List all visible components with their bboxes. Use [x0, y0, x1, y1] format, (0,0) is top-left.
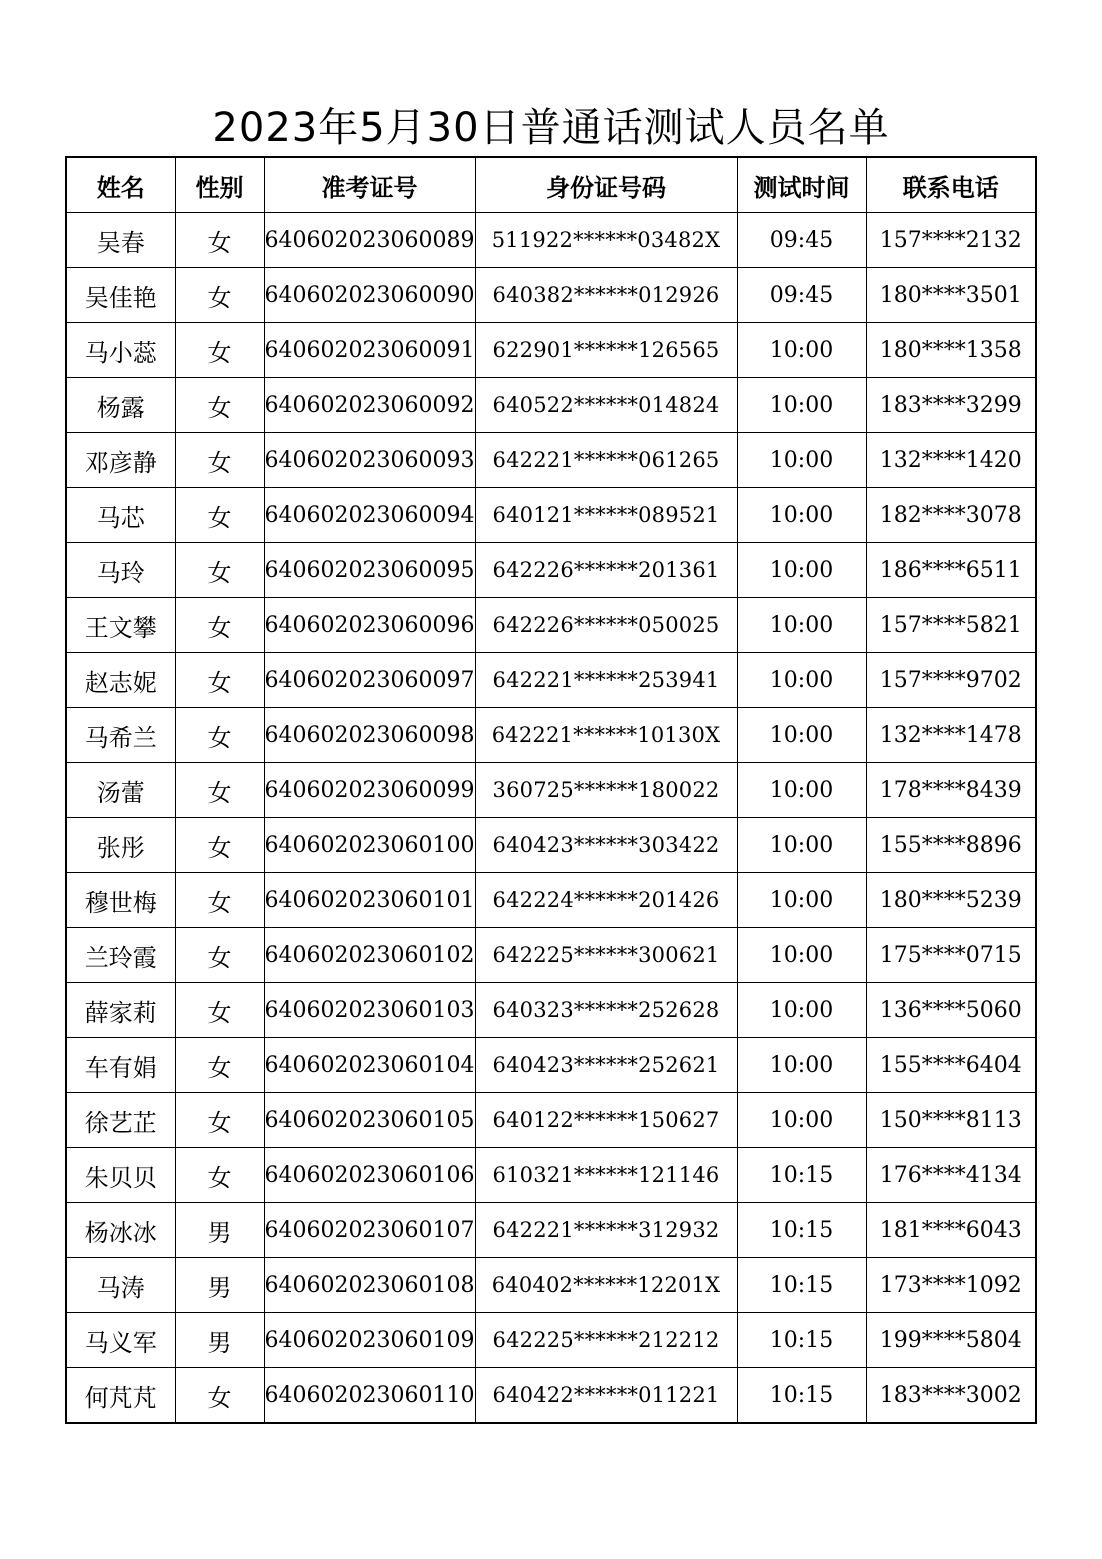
cell-phone: 180****5239 [866, 873, 1036, 928]
cell-phone: 155****8896 [866, 818, 1036, 873]
column-header-phone: 联系电话 [866, 157, 1036, 213]
cell-exam-no: 640602023060110 [264, 1368, 475, 1424]
table-row [66, 268, 1036, 323]
table-row [66, 1258, 1036, 1313]
cell-phone: 183****3002 [866, 1368, 1036, 1424]
cell-test-time: 10:00 [737, 1038, 866, 1093]
table-row [66, 488, 1036, 543]
cell-phone: 132****1478 [866, 708, 1036, 763]
cell-name: 马小蕊 [66, 323, 175, 378]
cell-phone: 150****8113 [866, 1093, 1036, 1148]
cell-test-time: 10:00 [737, 818, 866, 873]
cell-exam-no: 640602023060100 [264, 818, 475, 873]
cell-name: 邓彦静 [66, 433, 175, 488]
cell-id-no: 642221******061265 [475, 433, 737, 488]
cell-gender: 女 [175, 213, 264, 268]
cell-exam-no: 640602023060095 [264, 543, 475, 598]
cell-exam-no: 640602023060093 [264, 433, 475, 488]
cell-id-no: 640121******089521 [475, 488, 737, 543]
table-row [66, 818, 1036, 873]
page-title: 2023年5月30日普通话测试人员名单 [212, 105, 890, 151]
cell-gender: 女 [175, 1038, 264, 1093]
cell-name: 汤蕾 [66, 763, 175, 818]
cell-phone: 136****5060 [866, 983, 1036, 1038]
cell-phone: 181****6043 [866, 1203, 1036, 1258]
cell-phone: 175****0715 [866, 928, 1036, 983]
cell-test-time: 10:00 [737, 873, 866, 928]
cell-exam-no: 640602023060109 [264, 1313, 475, 1368]
cell-id-no: 610321******121146 [475, 1148, 737, 1203]
cell-name: 马玲 [66, 543, 175, 598]
cell-exam-no: 640602023060089 [264, 213, 475, 268]
cell-id-no: 640402******12201X [475, 1258, 737, 1313]
cell-name: 马希兰 [66, 708, 175, 763]
cell-exam-no: 640602023060094 [264, 488, 475, 543]
column-header-name: 姓名 [66, 157, 175, 213]
cell-gender: 女 [175, 983, 264, 1038]
cell-id-no: 640122******150627 [475, 1093, 737, 1148]
table-row [66, 323, 1036, 378]
cell-gender: 女 [175, 928, 264, 983]
cell-exam-no: 640602023060105 [264, 1093, 475, 1148]
cell-id-no: 642221******253941 [475, 653, 737, 708]
table-row [66, 1368, 1036, 1424]
cell-phone: 157****9702 [866, 653, 1036, 708]
table-row [66, 983, 1036, 1038]
cell-phone: 180****1358 [866, 323, 1036, 378]
cell-id-no: 642225******212212 [475, 1313, 737, 1368]
cell-test-time: 10:00 [737, 323, 866, 378]
column-header-test-time: 测试时间 [737, 157, 866, 213]
cell-gender: 女 [175, 708, 264, 763]
cell-test-time: 10:15 [737, 1258, 866, 1313]
table-row [66, 543, 1036, 598]
cell-exam-no: 640602023060106 [264, 1148, 475, 1203]
cell-id-no: 640423******303422 [475, 818, 737, 873]
cell-phone: 173****1092 [866, 1258, 1036, 1313]
cell-name: 马义军 [66, 1313, 175, 1368]
table-body [66, 213, 1036, 1424]
cell-gender: 男 [175, 1313, 264, 1368]
table-row [66, 653, 1036, 708]
cell-name: 薛家莉 [66, 983, 175, 1038]
cell-exam-no: 640602023060090 [264, 268, 475, 323]
table-row [66, 378, 1036, 433]
table-row [66, 763, 1036, 818]
cell-gender: 女 [175, 268, 264, 323]
cell-id-no: 640323******252628 [475, 983, 737, 1038]
table-row [66, 1203, 1036, 1258]
cell-test-time: 09:45 [737, 213, 866, 268]
cell-name: 朱贝贝 [66, 1148, 175, 1203]
column-header-exam-no: 准考证号 [264, 157, 475, 213]
cell-gender: 女 [175, 763, 264, 818]
cell-test-time: 10:15 [737, 1148, 866, 1203]
cell-test-time: 10:00 [737, 928, 866, 983]
cell-id-no: 511922******03482X [475, 213, 737, 268]
cell-test-time: 10:00 [737, 653, 866, 708]
cell-gender: 女 [175, 488, 264, 543]
cell-gender: 女 [175, 818, 264, 873]
cell-test-time: 10:15 [737, 1368, 866, 1424]
cell-name: 张彤 [66, 818, 175, 873]
cell-gender: 女 [175, 543, 264, 598]
cell-test-time: 10:00 [737, 983, 866, 1038]
cell-id-no: 640382******012926 [475, 268, 737, 323]
cell-test-time: 10:00 [737, 1093, 866, 1148]
table-row [66, 708, 1036, 763]
cell-phone: 182****3078 [866, 488, 1036, 543]
cell-test-time: 10:00 [737, 763, 866, 818]
cell-exam-no: 640602023060101 [264, 873, 475, 928]
cell-name: 何芃芃 [66, 1368, 175, 1424]
cell-id-no: 642225******300621 [475, 928, 737, 983]
cell-exam-no: 640602023060096 [264, 598, 475, 653]
cell-exam-no: 640602023060108 [264, 1258, 475, 1313]
table-row [66, 598, 1036, 653]
cell-id-no: 642226******201361 [475, 543, 737, 598]
cell-phone: 180****3501 [866, 268, 1036, 323]
cell-exam-no: 640602023060104 [264, 1038, 475, 1093]
cell-phone: 178****8439 [866, 763, 1036, 818]
cell-test-time: 10:00 [737, 378, 866, 433]
cell-gender: 男 [175, 1203, 264, 1258]
cell-exam-no: 640602023060107 [264, 1203, 475, 1258]
table-row [66, 1313, 1036, 1368]
cell-exam-no: 640602023060097 [264, 653, 475, 708]
cell-test-time: 09:45 [737, 268, 866, 323]
table-row [66, 1148, 1036, 1203]
table-row [66, 928, 1036, 983]
cell-gender: 女 [175, 323, 264, 378]
cell-name: 赵志妮 [66, 653, 175, 708]
cell-name: 穆世梅 [66, 873, 175, 928]
cell-test-time: 10:15 [737, 1313, 866, 1368]
cell-phone: 132****1420 [866, 433, 1036, 488]
cell-gender: 女 [175, 653, 264, 708]
cell-gender: 女 [175, 873, 264, 928]
cell-phone: 183****3299 [866, 378, 1036, 433]
table-row [66, 873, 1036, 928]
cell-exam-no: 640602023060103 [264, 983, 475, 1038]
cell-gender: 女 [175, 433, 264, 488]
cell-id-no: 642224******201426 [475, 873, 737, 928]
cell-phone: 157****5821 [866, 598, 1036, 653]
table-row [66, 433, 1036, 488]
cell-test-time: 10:15 [737, 1203, 866, 1258]
table-header-row [66, 157, 1036, 213]
cell-id-no: 622901******126565 [475, 323, 737, 378]
cell-phone: 176****4134 [866, 1148, 1036, 1203]
cell-id-no: 642221******312932 [475, 1203, 737, 1258]
cell-id-no: 640423******252621 [475, 1038, 737, 1093]
cell-gender: 女 [175, 1148, 264, 1203]
cell-gender: 男 [175, 1258, 264, 1313]
table-row [66, 1038, 1036, 1093]
table-row [66, 1093, 1036, 1148]
cell-gender: 女 [175, 1093, 264, 1148]
cell-name: 马芯 [66, 488, 175, 543]
cell-test-time: 10:00 [737, 433, 866, 488]
cell-test-time: 10:00 [737, 708, 866, 763]
cell-test-time: 10:00 [737, 598, 866, 653]
column-header-id-no: 身份证号码 [475, 157, 737, 213]
cell-phone: 157****2132 [866, 213, 1036, 268]
cell-exam-no: 640602023060102 [264, 928, 475, 983]
cell-exam-no: 640602023060091 [264, 323, 475, 378]
cell-gender: 女 [175, 1368, 264, 1424]
cell-gender: 女 [175, 598, 264, 653]
cell-exam-no: 640602023060099 [264, 763, 475, 818]
cell-name: 杨冰冰 [66, 1203, 175, 1258]
cell-id-no: 360725******180022 [475, 763, 737, 818]
cell-id-no: 642226******050025 [475, 598, 737, 653]
cell-test-time: 10:00 [737, 488, 866, 543]
cell-name: 吴佳艳 [66, 268, 175, 323]
cell-phone: 155****6404 [866, 1038, 1036, 1093]
cell-name: 马涛 [66, 1258, 175, 1313]
cell-phone: 186****6511 [866, 543, 1036, 598]
cell-id-no: 640422******011221 [475, 1368, 737, 1424]
cell-id-no: 642221******10130X [475, 708, 737, 763]
cell-gender: 女 [175, 378, 264, 433]
cell-name: 吴春 [66, 213, 175, 268]
table-row [66, 213, 1036, 268]
cell-name: 徐艺芷 [66, 1093, 175, 1148]
cell-name: 王文攀 [66, 598, 175, 653]
roster-table [65, 156, 1037, 1424]
cell-phone: 199****5804 [866, 1313, 1036, 1368]
cell-exam-no: 640602023060098 [264, 708, 475, 763]
column-header-gender: 性别 [175, 157, 264, 213]
cell-test-time: 10:00 [737, 543, 866, 598]
cell-name: 车有娟 [66, 1038, 175, 1093]
cell-name: 杨露 [66, 378, 175, 433]
cell-name: 兰玲霞 [66, 928, 175, 983]
cell-id-no: 640522******014824 [475, 378, 737, 433]
cell-exam-no: 640602023060092 [264, 378, 475, 433]
